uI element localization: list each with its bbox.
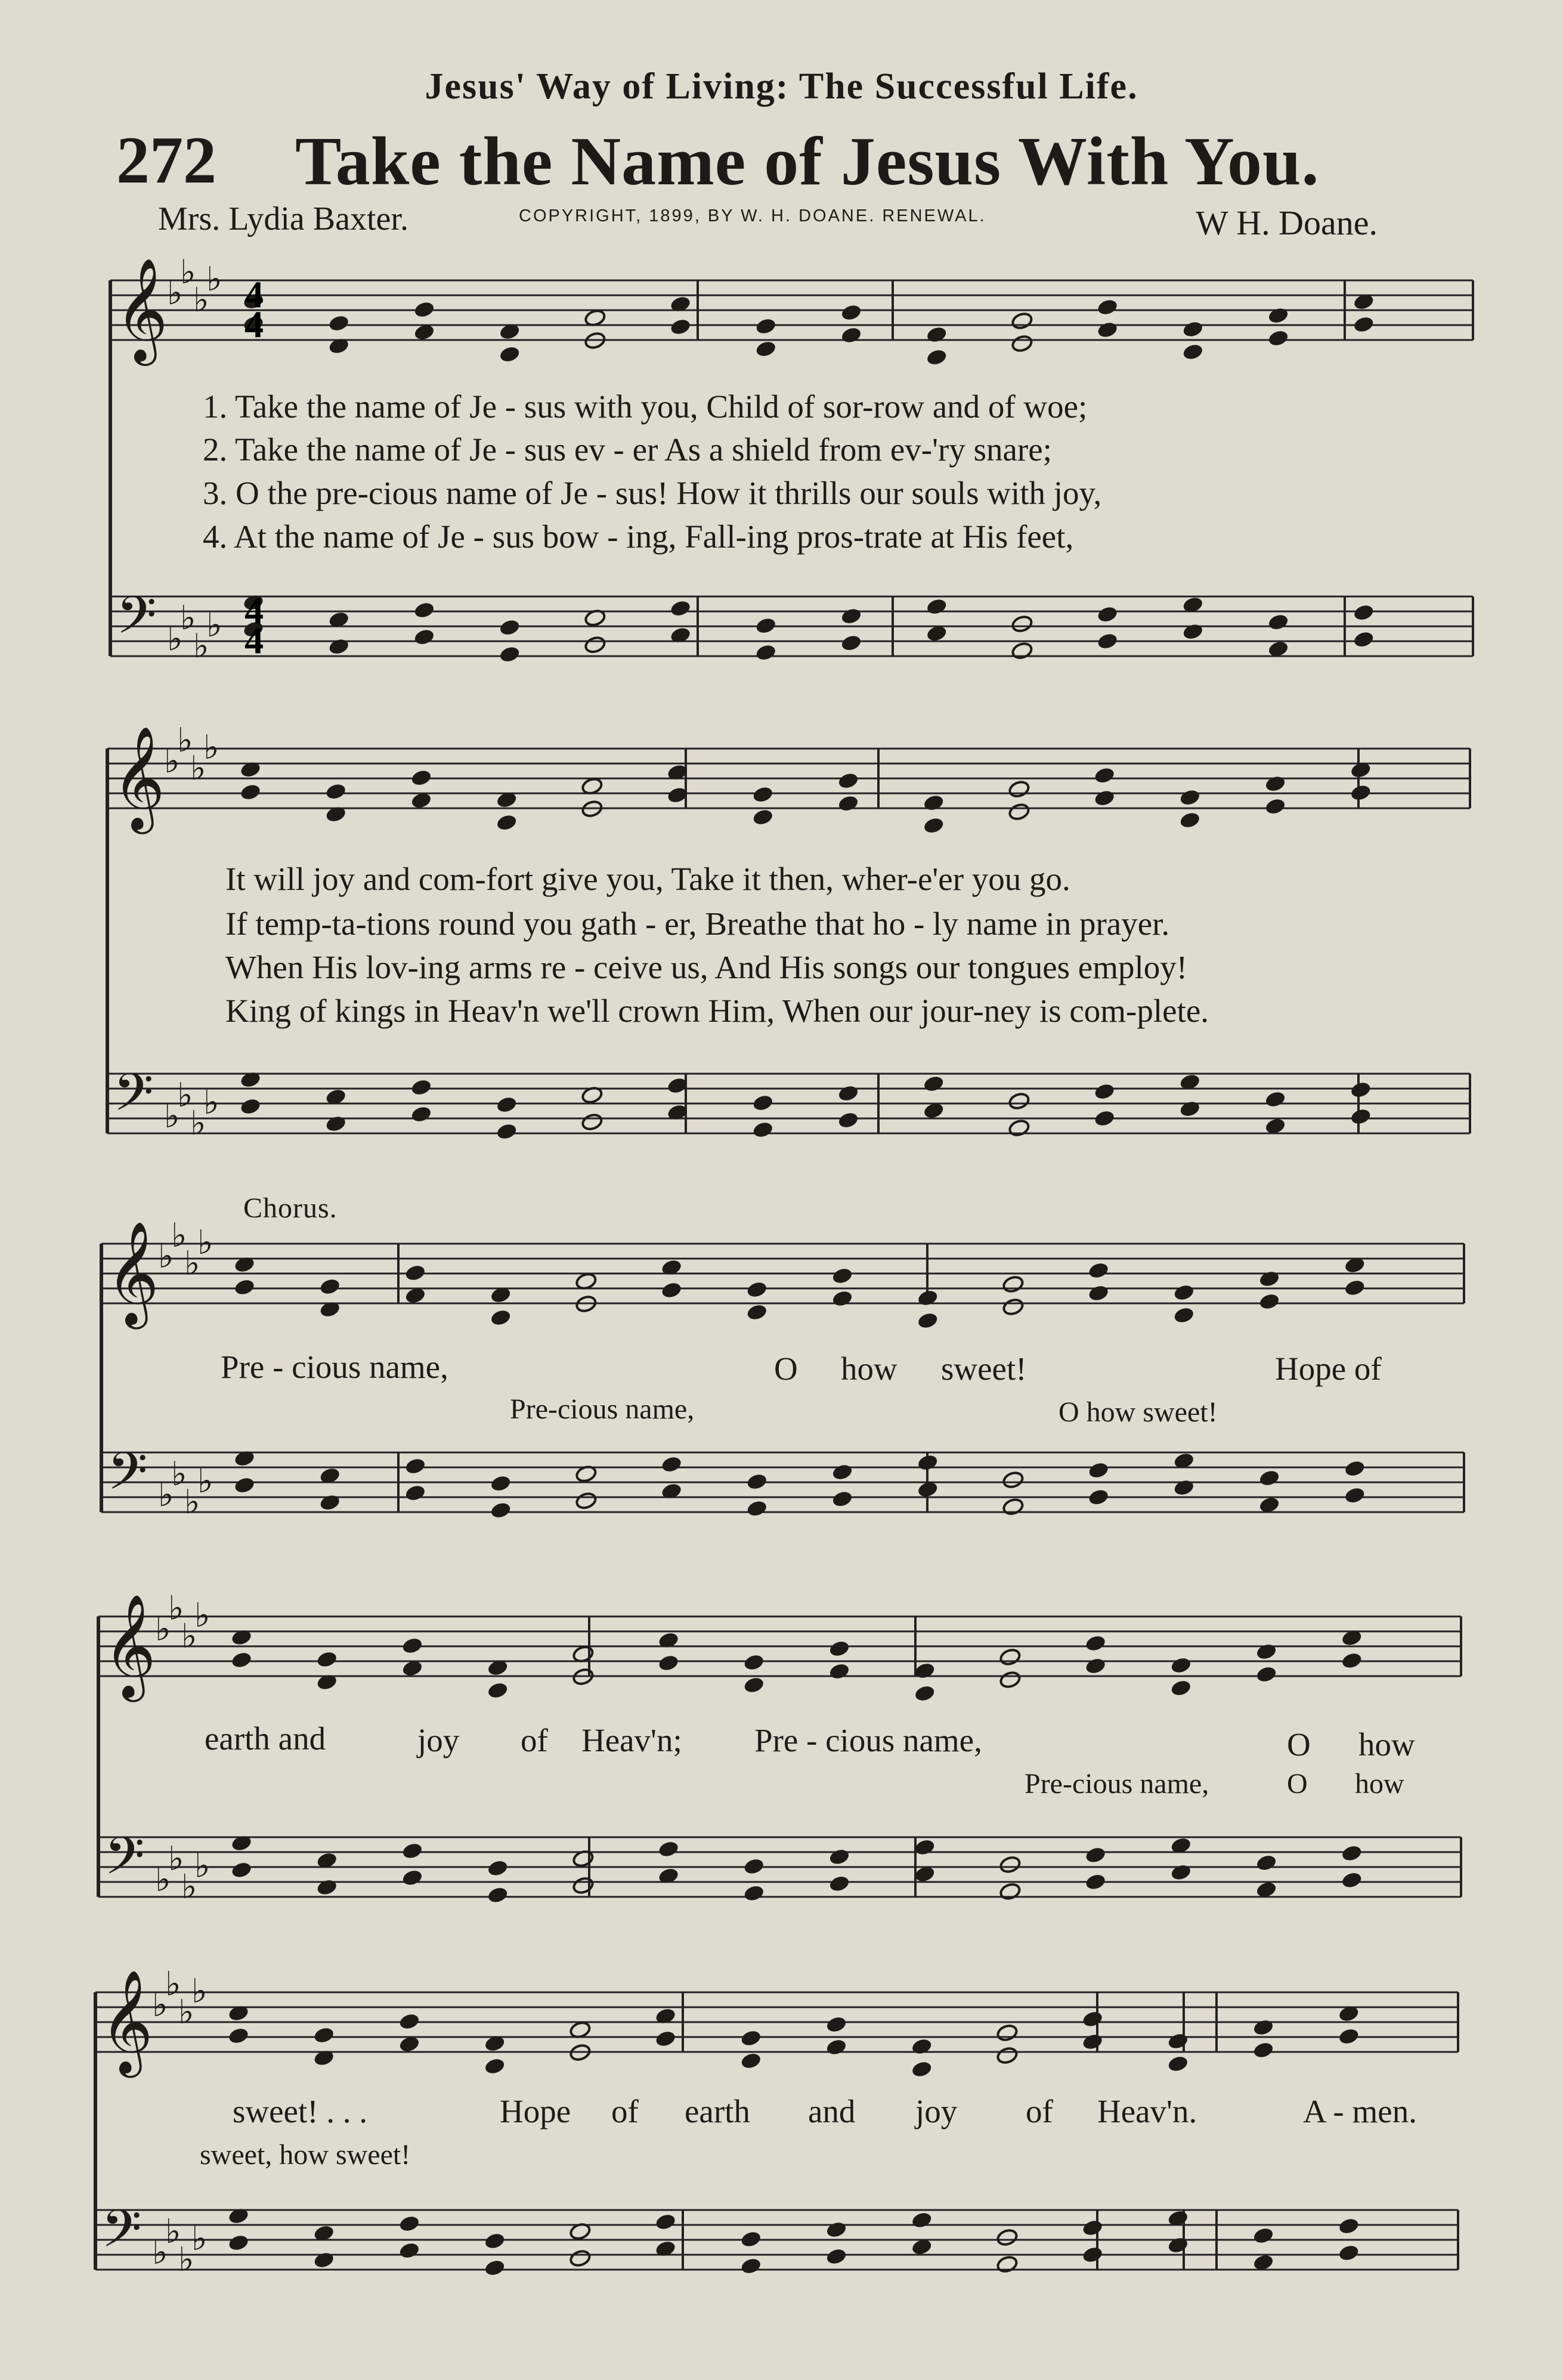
section-heading: Jesus' Way of Living: The Successful Life. [425, 66, 1138, 107]
chorus-label: Chorus. [243, 1192, 338, 1224]
notehead [1173, 1283, 1196, 1302]
notehead [318, 1277, 341, 1296]
chorus-treble-lyric-3b: Hope [500, 2093, 571, 2129]
chorus-treble-lyric-1b: O [774, 1350, 798, 1387]
flat-icon: ♭ [178, 1993, 194, 2032]
notehead [669, 317, 692, 336]
notehead [233, 1476, 256, 1495]
hymn-number: 272 [116, 123, 216, 197]
notehead [999, 1882, 1022, 1901]
notehead [1344, 1459, 1366, 1478]
notehead [1008, 1118, 1030, 1138]
notehead [825, 2247, 848, 2266]
flat-icon: ♭ [184, 1244, 200, 1283]
chorus-treble-lyric-2e: Pre - cious name, [754, 1722, 982, 1758]
notehead [914, 1684, 936, 1703]
notehead [484, 2057, 506, 2076]
verse-4-line-1: 4. At the name of Je - sus bow - ing, Fall-ing pros-trate at His feet, [203, 518, 1074, 555]
notehead [1093, 1109, 1116, 1128]
notehead [745, 1499, 768, 1518]
notehead [1011, 641, 1033, 660]
flat-icon: ♭ [191, 1972, 208, 2011]
notehead [1173, 1306, 1196, 1325]
notehead [312, 2251, 335, 2270]
notehead [490, 1308, 512, 1327]
notehead [754, 317, 777, 336]
notehead [404, 1263, 427, 1282]
chorus-bass-lyric-2c: how [1355, 1768, 1404, 1800]
chorus-bass-lyric-1b: O how sweet! [1058, 1396, 1218, 1428]
notehead [1252, 2226, 1275, 2245]
notehead [581, 1112, 603, 1132]
notehead [742, 1857, 765, 1876]
notehead [660, 1281, 683, 1300]
notehead [404, 1457, 427, 1476]
notehead [487, 1681, 509, 1700]
flat-icon: ♭ [193, 281, 209, 320]
notehead [1008, 780, 1030, 799]
notehead [1096, 320, 1119, 339]
notehead [1167, 2032, 1190, 2051]
notehead [751, 1093, 774, 1112]
notehead [840, 633, 863, 653]
flat-icon: ♭ [181, 1868, 197, 1906]
notehead [739, 2230, 762, 2249]
time-signature: 4 [244, 303, 264, 345]
flat-icon: ♭ [158, 1237, 174, 1276]
notehead [837, 1084, 860, 1103]
notehead [315, 1878, 338, 1897]
notehead [227, 2233, 250, 2252]
bass-clef-icon: 𝄢 [104, 1826, 145, 1899]
notehead [324, 782, 347, 801]
notehead [739, 2029, 762, 2048]
notehead [831, 1463, 854, 1482]
notehead [840, 303, 863, 322]
notehead [1341, 1844, 1363, 1863]
verse-3-line-1: 3. O the pre-cious name of Je - sus! How it thrills our souls with joy, [203, 475, 1102, 511]
notehead [1081, 2032, 1104, 2051]
notehead [1255, 1665, 1278, 1684]
notehead [923, 816, 945, 835]
notehead [1084, 1656, 1107, 1676]
notehead [754, 339, 777, 358]
notehead [487, 1859, 509, 1878]
chorus-treble-lyric-3a: sweet! . . . [233, 2093, 368, 2129]
verse-1-line-2: It will joy and com-fort give you, Take it then, wher-e'er you go. [225, 861, 1070, 897]
notehead [499, 645, 521, 664]
notehead [1093, 1082, 1116, 1101]
notehead [1002, 1497, 1025, 1516]
notehead [657, 1840, 680, 1859]
notehead [840, 607, 863, 626]
notehead [828, 1662, 851, 1681]
notehead [1352, 603, 1375, 622]
flat-icon: ♭ [168, 1589, 184, 1628]
chorus-treble-lyric-3d: earth [685, 2093, 750, 2129]
chorus-treble-lyric-3e: and [808, 2093, 856, 2129]
notehead [751, 785, 774, 804]
notehead [669, 599, 692, 618]
chorus-treble-lyric-3c: of [611, 2093, 639, 2129]
notehead [398, 2214, 421, 2233]
notehead [1170, 1863, 1193, 1882]
notehead [413, 300, 436, 319]
chorus-treble-lyric-2g: how [1358, 1726, 1415, 1763]
bass-clef-icon: 𝄢 [113, 1062, 154, 1135]
notehead [914, 1838, 936, 1857]
notehead [825, 2220, 848, 2239]
notehead [499, 345, 521, 364]
lyricist: Mrs. Lydia Baxter. [158, 200, 408, 237]
treble-clef-icon: 𝄞 [112, 726, 165, 830]
notehead [487, 1886, 509, 1905]
notehead [837, 771, 860, 790]
notehead [742, 1884, 765, 1903]
notehead [828, 1847, 851, 1866]
notehead [999, 1855, 1022, 1874]
chorus-treble-lyric-2b: joy [417, 1722, 460, 1758]
notehead [1087, 1461, 1110, 1480]
notehead [831, 1266, 854, 1285]
notehead [1011, 334, 1033, 353]
notehead [926, 325, 948, 344]
notehead [1179, 811, 1202, 830]
notehead [496, 1122, 518, 1141]
chorus-bass-lyric-2a: Pre-cious name, [1025, 1768, 1209, 1800]
flat-icon: ♭ [191, 2220, 208, 2258]
notehead [490, 1501, 512, 1520]
notehead [499, 618, 521, 637]
notehead [233, 1278, 256, 1297]
chorus-treble-lyric-3f: joy [915, 2093, 958, 2129]
notehead [315, 1650, 338, 1669]
flat-icon: ♭ [197, 1223, 213, 1262]
chorus-treble-lyric-2f: O [1287, 1726, 1311, 1763]
notehead [490, 1474, 512, 1493]
notehead [837, 1111, 860, 1130]
flat-icon: ♭ [155, 1610, 171, 1649]
notehead [1252, 2041, 1275, 2060]
notehead [1170, 1679, 1193, 1698]
flat-icon: ♭ [167, 274, 183, 313]
notehead [1352, 315, 1375, 334]
notehead [917, 1453, 939, 1472]
notehead [312, 2026, 335, 2045]
notehead [828, 1639, 851, 1658]
flat-icon: ♭ [171, 1216, 187, 1255]
notehead [745, 1472, 768, 1491]
notehead [754, 643, 777, 662]
chorus-treble-lyric-3g: of [1026, 2093, 1053, 2129]
flat-icon: ♭ [206, 260, 222, 299]
notehead [917, 1311, 939, 1330]
notehead [404, 1483, 427, 1503]
notehead [654, 2029, 677, 2048]
chorus-bass-lyric-2b: O [1287, 1768, 1308, 1800]
notehead [1341, 1651, 1363, 1670]
notehead [1344, 1486, 1366, 1505]
notehead [1167, 2054, 1190, 2073]
treble-clef-icon: 𝄞 [115, 258, 168, 361]
notehead [1350, 1107, 1372, 1126]
verse-4-line-2: King of kings in Heav'n we'll crown Him, When our jour-ney is com-plete. [225, 993, 1209, 1029]
notehead [496, 1095, 518, 1114]
notehead [1350, 1080, 1372, 1099]
notehead [1081, 2245, 1104, 2264]
notehead [1087, 1261, 1110, 1280]
chorus-treble-lyric-3i: A - men. [1303, 2093, 1417, 2129]
notehead [996, 2023, 1019, 2042]
chorus-treble-lyric-1a: Pre - cious name, [221, 1349, 448, 1385]
notehead [1096, 605, 1119, 624]
flat-icon: ♭ [165, 1965, 181, 2004]
notehead [751, 808, 774, 827]
bass-clef-icon: 𝄢 [116, 585, 157, 658]
flat-icon: ♭ [178, 2240, 194, 2279]
notehead [1258, 1292, 1281, 1311]
notehead [996, 2228, 1019, 2247]
hymn-title: Take the Name of Jesus With You. [295, 123, 1320, 200]
notehead [1084, 1846, 1107, 1865]
chorus-treble-lyric-1d: sweet! [941, 1350, 1027, 1387]
notehead [837, 794, 860, 813]
notehead [1182, 622, 1205, 641]
notehead [831, 1489, 854, 1509]
verse-1-line-1: 1. Take the name of Je - sus with you, Child of sor-row and of woe; [203, 388, 1088, 425]
notehead [1258, 1269, 1281, 1288]
notehead [227, 2026, 250, 2045]
flat-icon: ♭ [158, 1476, 174, 1514]
notehead [484, 2258, 506, 2277]
notehead [401, 1636, 424, 1655]
notehead [1096, 298, 1119, 317]
notehead [1179, 1099, 1202, 1118]
notehead [413, 628, 436, 647]
notehead [660, 1455, 683, 1474]
notehead [413, 601, 436, 620]
notehead [745, 1280, 768, 1299]
flat-icon: ♭ [203, 1083, 219, 1122]
composer: W H. Doane. [1196, 203, 1378, 242]
notehead [917, 1288, 939, 1308]
flat-icon: ♭ [197, 1462, 213, 1501]
notehead [1011, 614, 1033, 633]
notehead [1264, 774, 1287, 793]
time-signature: 4 [244, 619, 264, 662]
notehead [825, 2015, 848, 2034]
notehead [410, 1105, 433, 1124]
flat-icon: ♭ [190, 749, 206, 788]
notehead [496, 813, 518, 832]
notehead [230, 1650, 253, 1670]
notehead [1267, 306, 1290, 325]
notehead [996, 2046, 1019, 2065]
chorus-treble-lyric-3h: Heav'n. [1097, 2093, 1197, 2129]
notehead [1081, 2010, 1104, 2029]
notehead [327, 637, 350, 656]
bass-clef-icon: 𝄢 [101, 2199, 142, 2271]
notehead [996, 2255, 1019, 2274]
chorus-bass-lyric-3a: sweet, how sweet! [200, 2139, 411, 2171]
notehead [1170, 1656, 1193, 1675]
treble-clef-icon: 𝄞 [100, 1970, 153, 2073]
notehead [1264, 1090, 1287, 1109]
notehead [1084, 1872, 1107, 1891]
notehead [742, 1653, 765, 1672]
flat-icon: ♭ [155, 1860, 171, 1899]
treble-clef-icon: 𝄞 [103, 1594, 156, 1698]
flat-icon: ♭ [168, 1840, 184, 1878]
notehead [230, 1860, 253, 1880]
notehead [1011, 311, 1033, 330]
notehead [828, 1874, 851, 1893]
notehead [239, 783, 262, 802]
notehead [1267, 613, 1290, 632]
bass-clef-icon: 𝄢 [107, 1441, 148, 1514]
notehead [1255, 1853, 1278, 1872]
chorus-bass-lyric-1a: Pre-cious name, [510, 1393, 695, 1425]
notehead [569, 2249, 592, 2268]
flat-icon: ♭ [152, 1986, 168, 2024]
chorus-treble-lyric-2d: Heav'n; [581, 1722, 682, 1758]
notehead [575, 1491, 598, 1510]
notehead [825, 2038, 848, 2057]
notehead [398, 2012, 421, 2031]
flat-icon: ♭ [206, 606, 222, 645]
notehead [1167, 2236, 1190, 2255]
notehead [484, 2231, 506, 2251]
notehead [1093, 789, 1116, 808]
notehead [1338, 2217, 1360, 2236]
copyright-notice: COPYRIGHT, 1899, BY W. H. DOANE. RENEWAL. [519, 206, 986, 225]
notehead [840, 326, 863, 345]
notehead [1179, 788, 1202, 807]
flat-icon: ♭ [171, 1455, 187, 1494]
notehead [1341, 1871, 1363, 1890]
time-signature: 4 [244, 589, 264, 632]
flat-icon: ♭ [177, 1076, 193, 1115]
notehead [584, 635, 606, 654]
flat-icon: ♭ [194, 1596, 211, 1635]
notehead [572, 1876, 595, 1895]
notehead [1182, 342, 1205, 361]
notehead [1344, 1278, 1366, 1297]
notehead [327, 314, 350, 333]
notehead [1338, 2243, 1360, 2262]
notehead [1264, 797, 1287, 816]
flat-icon: ♭ [194, 1847, 211, 1886]
notehead [911, 2211, 933, 2230]
notehead [1350, 783, 1372, 802]
notehead [1008, 802, 1030, 821]
flat-icon: ♭ [180, 599, 196, 638]
flat-icon: ♭ [165, 2212, 181, 2251]
flat-icon: ♭ [184, 1483, 200, 1522]
notehead [657, 1653, 680, 1673]
notehead [1173, 1478, 1196, 1497]
notehead [1087, 1284, 1110, 1303]
flat-icon: ♭ [167, 620, 183, 659]
notehead [401, 1868, 424, 1887]
flat-icon: ♭ [164, 1097, 180, 1136]
notehead [923, 1074, 945, 1093]
notehead [999, 1648, 1022, 1667]
notehead [1258, 1469, 1281, 1488]
notehead [911, 2060, 933, 2079]
notehead [401, 1841, 424, 1860]
notehead [914, 1661, 936, 1680]
notehead [1087, 1488, 1110, 1507]
flat-icon: ♭ [164, 742, 180, 781]
notehead [1182, 320, 1205, 339]
notehead [1081, 2218, 1104, 2237]
flat-icon: ♭ [177, 721, 193, 760]
notehead [1338, 2027, 1360, 2046]
notehead [1096, 632, 1119, 651]
notehead [1002, 1297, 1025, 1316]
treble-clef-icon: 𝄞 [106, 1221, 159, 1325]
verse-2-line-2: If temp-ta-tions round you gath - er, Breathe that ho - ly name in prayer. [225, 905, 1170, 942]
notehead [410, 768, 433, 787]
chorus-treble-lyric-2c: of [521, 1722, 548, 1758]
notehead [923, 793, 945, 812]
notehead [654, 2212, 677, 2231]
notehead [1352, 630, 1375, 649]
flat-icon: ♭ [193, 627, 209, 666]
notehead [1255, 1642, 1278, 1661]
notehead [926, 348, 948, 367]
notehead [751, 1120, 774, 1139]
chorus-treble-lyric-1e: Hope of [1275, 1350, 1382, 1387]
chorus-treble-lyric-1c: how [841, 1350, 897, 1387]
flat-icon: ♭ [190, 1104, 206, 1143]
notehead [239, 1097, 262, 1116]
flat-icon: ♭ [152, 2233, 168, 2272]
notehead [1084, 1634, 1107, 1653]
flat-icon: ♭ [181, 1617, 197, 1656]
notehead [739, 2051, 762, 2070]
notehead [745, 1303, 768, 1322]
notehead [926, 597, 948, 616]
notehead [398, 2241, 421, 2260]
notehead [739, 2257, 762, 2276]
notehead [831, 1289, 854, 1308]
verse-3-line-2: When His lov-ing arms re - ceive us, And His songs our tongues employ! [225, 949, 1188, 985]
notehead [324, 1114, 347, 1133]
notehead [410, 1078, 433, 1097]
chorus-treble-lyric-2a: earth and [205, 1720, 326, 1757]
notehead [1008, 1092, 1030, 1111]
notehead [1267, 329, 1290, 348]
verse-2-line-1: 2. Take the name of Je - sus ev - er As a shield from ev-'ry snare; [203, 431, 1052, 468]
notehead [318, 1493, 341, 1512]
notehead [1002, 1470, 1025, 1489]
notehead [911, 2037, 933, 2056]
notehead [1002, 1275, 1025, 1294]
notehead [742, 1676, 765, 1695]
notehead [999, 1670, 1022, 1689]
time-signature: 4 [244, 273, 264, 316]
flat-icon: ♭ [180, 253, 196, 292]
notehead [1252, 2018, 1275, 2037]
notehead [754, 616, 777, 635]
flat-icon: ♭ [203, 728, 219, 767]
notehead [1093, 766, 1116, 785]
